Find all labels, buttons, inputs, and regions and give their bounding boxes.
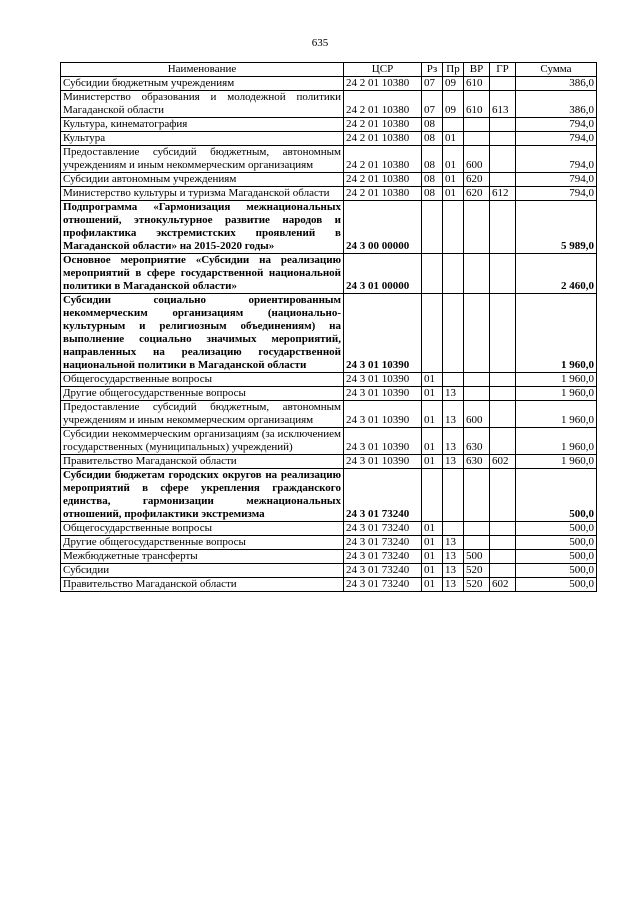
table-row [61,118,597,132]
cell-name: Субсидии автономным учреждениям [61,173,344,187]
cell-vr [464,201,490,254]
cell-gr [490,564,516,578]
cell-sum: 794,0 [516,187,597,201]
header-name: Наименование [61,63,344,77]
cell-gr [490,77,516,91]
cell-rz [422,201,443,254]
cell-rz: 01 [422,428,443,455]
cell-rz: 07 [422,91,443,118]
cell-name: Культура [61,132,344,146]
cell-name: Правительство Магаданской области [61,455,344,469]
cell-gr [490,146,516,173]
cell-name: Субсидии социально ориентированным некоммерческим организациям (национально-культурным и религиозным объединениям) на выполнение социально значимых мероприятий, направленных на реализацию государственной национальной политики в Магаданской области [61,294,344,373]
cell-pr: 01 [443,146,464,173]
cell-csr: 24 3 01 73240 [344,578,422,592]
cell-gr: 602 [490,578,516,592]
cell-gr [490,132,516,146]
cell-pr [443,254,464,294]
table-header-row [61,63,597,77]
table-row [61,469,597,522]
cell-csr: 24 3 01 10390 [344,387,422,401]
cell-gr [490,173,516,187]
header-pr: Пр [443,63,464,77]
cell-sum: 386,0 [516,91,597,118]
cell-sum: 794,0 [516,173,597,187]
cell-csr: 24 3 01 10390 [344,401,422,428]
cell-pr: 13 [443,401,464,428]
cell-vr [464,522,490,536]
header-csr: ЦСР [344,63,422,77]
cell-gr: 612 [490,187,516,201]
table-row [61,536,597,550]
cell-pr: 01 [443,173,464,187]
cell-csr: 24 3 00 00000 [344,201,422,254]
header-vr: ВР [464,63,490,77]
table-row [61,132,597,146]
cell-rz: 01 [422,401,443,428]
cell-pr: 13 [443,564,464,578]
cell-vr [464,373,490,387]
cell-vr: 520 [464,564,490,578]
cell-gr [490,373,516,387]
cell-pr: 01 [443,132,464,146]
cell-vr [464,536,490,550]
cell-sum: 1 960,0 [516,428,597,455]
table-row [61,578,597,592]
cell-gr [490,536,516,550]
cell-name: Министерство культуры и туризма Магаданской области [61,187,344,201]
cell-rz: 01 [422,387,443,401]
header-gr: ГР [490,63,516,77]
budget-table [60,62,597,592]
cell-pr [443,469,464,522]
table-row [61,201,597,254]
cell-rz: 01 [422,455,443,469]
cell-pr [443,118,464,132]
header-sum: Сумма [516,63,597,77]
cell-rz: 08 [422,132,443,146]
cell-gr [490,254,516,294]
cell-sum: 5 989,0 [516,201,597,254]
cell-sum: 794,0 [516,132,597,146]
cell-name: Культура, кинематография [61,118,344,132]
table-body [61,77,597,592]
cell-gr [490,294,516,373]
cell-vr: 610 [464,91,490,118]
cell-csr: 24 3 01 73240 [344,564,422,578]
cell-vr: 630 [464,455,490,469]
cell-sum: 500,0 [516,550,597,564]
cell-gr [490,387,516,401]
cell-gr [490,522,516,536]
cell-gr [490,201,516,254]
cell-name: Правительство Магаданской области [61,578,344,592]
cell-name: Субсидии некоммерческим организациям (за исключением государственных (муниципальных) учреждений) [61,428,344,455]
table-row [61,428,597,455]
cell-rz: 01 [422,373,443,387]
cell-rz: 07 [422,77,443,91]
cell-sum: 794,0 [516,118,597,132]
cell-name: Другие общегосударственные вопросы [61,536,344,550]
cell-csr: 24 3 01 10390 [344,455,422,469]
cell-rz [422,254,443,294]
cell-csr: 24 3 01 10390 [344,428,422,455]
table-row [61,254,597,294]
header-rz: Рз [422,63,443,77]
cell-name: Предоставление субсидий бюджетным, автономным учреждениям и иным некоммерческим организациям [61,146,344,173]
cell-csr: 24 3 01 10390 [344,294,422,373]
cell-vr: 620 [464,173,490,187]
cell-csr: 24 3 01 10390 [344,373,422,387]
cell-vr: 520 [464,578,490,592]
table-row [61,550,597,564]
cell-name: Субсидии бюджетным учреждениям [61,77,344,91]
table-row [61,387,597,401]
cell-rz: 01 [422,564,443,578]
cell-name: Основное мероприятие «Субсидии на реализацию мероприятий в сфере государственной национальной политики в Магаданской области» [61,254,344,294]
cell-sum: 1 960,0 [516,455,597,469]
cell-name: Подпрограмма «Гармонизация межнациональных отношений, этнокультурное развитие народов и профилактика экстремистских проявлений в Магаданской области» на 2015-2020 годы» [61,201,344,254]
cell-pr [443,201,464,254]
table-row [61,173,597,187]
cell-pr: 13 [443,455,464,469]
cell-rz: 08 [422,173,443,187]
cell-sum: 1 960,0 [516,373,597,387]
cell-gr [490,401,516,428]
cell-csr: 24 3 01 73240 [344,550,422,564]
cell-sum: 500,0 [516,578,597,592]
cell-vr: 600 [464,401,490,428]
cell-csr: 24 3 01 73240 [344,522,422,536]
cell-vr [464,118,490,132]
cell-pr: 09 [443,77,464,91]
cell-pr: 01 [443,187,464,201]
cell-csr: 24 3 01 00000 [344,254,422,294]
cell-pr [443,373,464,387]
cell-rz: 08 [422,118,443,132]
table-row [61,77,597,91]
cell-sum: 500,0 [516,564,597,578]
cell-pr: 13 [443,578,464,592]
cell-rz: 01 [422,536,443,550]
table-row [61,91,597,118]
cell-name: Субсидии [61,564,344,578]
cell-name: Общегосударственные вопросы [61,522,344,536]
cell-vr: 610 [464,77,490,91]
table-row [61,187,597,201]
cell-rz: 08 [422,187,443,201]
cell-sum: 2 460,0 [516,254,597,294]
cell-csr: 24 3 01 73240 [344,536,422,550]
cell-sum: 1 960,0 [516,401,597,428]
cell-pr [443,522,464,536]
cell-name: Предоставление субсидий бюджетным, автономным учреждениям и иным некоммерческим организациям [61,401,344,428]
table-row [61,146,597,173]
cell-sum: 500,0 [516,469,597,522]
cell-sum: 500,0 [516,522,597,536]
cell-rz: 01 [422,550,443,564]
cell-vr [464,132,490,146]
cell-name: Общегосударственные вопросы [61,373,344,387]
cell-csr: 24 2 01 10380 [344,173,422,187]
cell-vr [464,469,490,522]
cell-vr [464,254,490,294]
cell-gr [490,428,516,455]
cell-vr: 600 [464,146,490,173]
cell-name: Межбюджетные трансферты [61,550,344,564]
cell-pr [443,294,464,373]
cell-gr [490,550,516,564]
cell-rz [422,469,443,522]
cell-pr: 13 [443,387,464,401]
cell-gr [490,469,516,522]
cell-pr: 09 [443,91,464,118]
cell-csr: 24 2 01 10380 [344,146,422,173]
cell-pr: 13 [443,536,464,550]
cell-gr: 602 [490,455,516,469]
cell-name: Министерство образования и молодежной политики Магаданской области [61,91,344,118]
cell-rz: 01 [422,578,443,592]
cell-name: Субсидии бюджетам городских округов на реализацию мероприятий в сфере укрепления гражданского единства, гармонизации межнациональных отношений, профилактики экстремизма [61,469,344,522]
cell-csr: 24 3 01 73240 [344,469,422,522]
cell-sum: 500,0 [516,536,597,550]
table-row [61,455,597,469]
cell-vr: 500 [464,550,490,564]
cell-sum: 386,0 [516,77,597,91]
table-row [61,373,597,387]
cell-vr [464,294,490,373]
cell-rz: 08 [422,146,443,173]
table-row [61,564,597,578]
cell-csr: 24 2 01 10380 [344,187,422,201]
cell-csr: 24 2 01 10380 [344,77,422,91]
cell-pr: 13 [443,550,464,564]
cell-sum: 1 960,0 [516,294,597,373]
cell-csr: 24 2 01 10380 [344,118,422,132]
cell-gr: 613 [490,91,516,118]
cell-gr [490,118,516,132]
cell-name: Другие общегосударственные вопросы [61,387,344,401]
cell-sum: 794,0 [516,146,597,173]
cell-vr [464,387,490,401]
cell-rz [422,294,443,373]
table-row [61,401,597,428]
cell-rz: 01 [422,522,443,536]
cell-csr: 24 2 01 10380 [344,91,422,118]
cell-vr: 620 [464,187,490,201]
cell-pr: 13 [443,428,464,455]
page-number: 635 [311,37,329,49]
cell-sum: 1 960,0 [516,387,597,401]
table-row [61,294,597,373]
table-row [61,522,597,536]
cell-csr: 24 2 01 10380 [344,132,422,146]
cell-vr: 630 [464,428,490,455]
